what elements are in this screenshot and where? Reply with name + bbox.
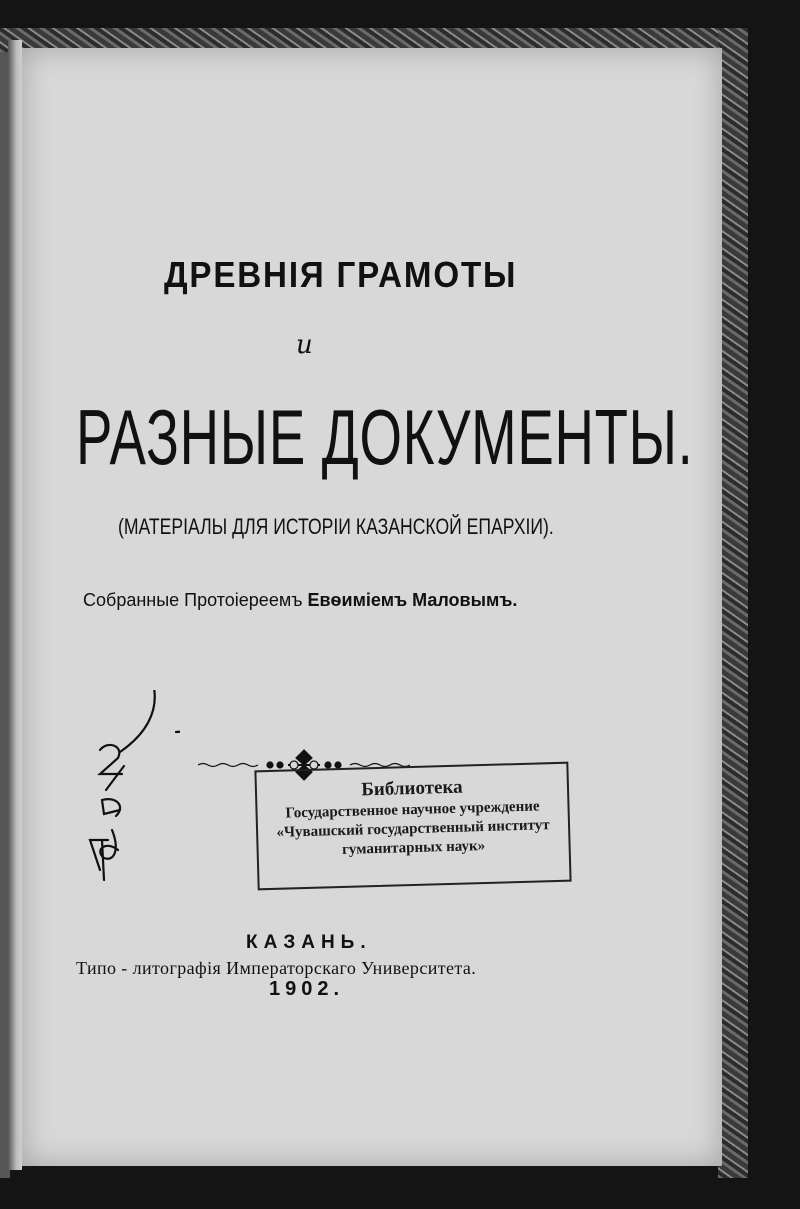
title-conjunction: и [296, 330, 314, 360]
author-name: Евѳиміемъ Маловымъ. [307, 590, 518, 610]
stamp-line-2: Государственное научное учреждение [285, 798, 540, 822]
publication-year: 1902. [269, 978, 345, 1000]
publication-place: КАЗАНЬ. [246, 932, 372, 953]
printer-name: Типо - литографія Императорскаго Университета. [76, 958, 477, 978]
author-line [83, 590, 517, 611]
page-binding-edge [8, 40, 22, 1170]
cover-right-edge [718, 28, 748, 1178]
subtitle: (МАТЕРІАЛЫ ДЛЯ ИСТОРІИ КАЗАНСКОЙ ЕПАРХІИ). [118, 514, 554, 539]
stamp-line-4: гуманитарных наук» [341, 837, 486, 858]
title-line-2: РАЗНЫЕ ДОКУМЕНТЫ. [76, 393, 694, 481]
author-prefix: Собранные Протоіереемъ [83, 590, 308, 610]
title-line-1: ДРЕВНІЯ ГРАМОТЫ [164, 254, 518, 295]
stamp-line-3: «Чувашский государственный институт [276, 817, 550, 841]
library-stamp [254, 762, 571, 891]
handwritten-inventory-number [60, 690, 180, 890]
stamp-line-1: Библиотека [361, 776, 463, 801]
